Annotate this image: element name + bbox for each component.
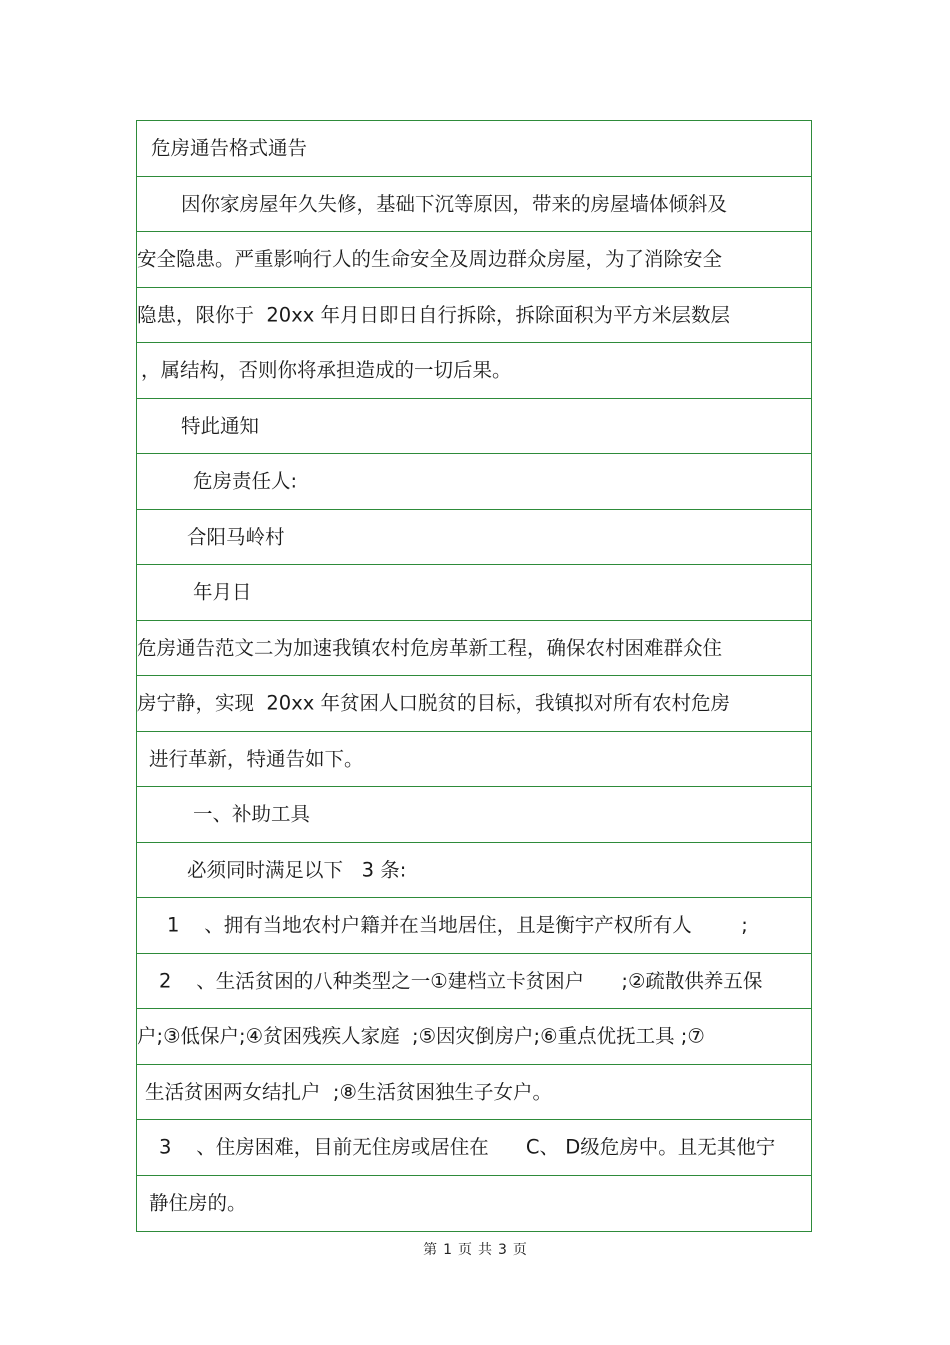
date-line: 年月日: [193, 580, 252, 604]
footer-total-label: 共: [478, 1242, 492, 1258]
table-row: [137, 121, 811, 177]
table-row: [137, 343, 811, 399]
list-item: 3 、住房困难，目前无住房或居住在 C、 D级危房中。且无其他宁: [159, 1135, 776, 1159]
table-row: [137, 1120, 811, 1176]
table-row: [137, 510, 811, 566]
footer-page-label: 页: [458, 1242, 472, 1258]
list-item: 2 、生活贫困的八种类型之一①建档立卡贫困户 ;②疏散供养五保: [159, 969, 763, 992]
table-row: [137, 565, 811, 621]
table-row: [137, 399, 811, 455]
footer-suffix: 页: [512, 1242, 527, 1258]
list-item-continued: 户;③低保户;④贫困残疾人家庭 ;⑤因灾倒房户;⑥重点优抚工具 ;⑦: [137, 1024, 705, 1048]
paragraph-line: 隐患，限你于 20xx 年月日即日自行拆除，拆除面积为平方米层数层: [137, 303, 730, 326]
table-row: [137, 787, 811, 843]
table-row: [137, 1009, 811, 1065]
village-name: 合阳马岭村: [187, 525, 285, 548]
list-item-continued: 生活贫困两女结扎户 ;⑧生活贫困独生子女户。: [145, 1080, 552, 1103]
notice-closing: 特此通知: [181, 414, 260, 437]
paragraph-line: 必须同时满足以下 3 条:: [187, 858, 407, 881]
page-footer: [0, 1239, 950, 1259]
paragraph-line: 进行革新，特通告如下。: [149, 747, 364, 770]
paragraph-line: 房宁静，实现 20xx 年贫困人口脱贫的目标，我镇拟对所有农村危房: [137, 691, 730, 715]
document-table: [136, 120, 812, 1232]
table-row: [137, 954, 811, 1010]
table-row: [137, 621, 811, 677]
paragraph-line: 因你家房屋年久失修，基础下沉等原因，带来的房屋墙体倾斜及: [181, 192, 728, 215]
paragraph-line: 危房通告范文二为加速我镇农村危房革新工程，确保农村困难群众住: [137, 636, 723, 659]
table-row: [137, 1065, 811, 1121]
paragraph-line: 安全隐患。严重影响行人的生命安全及周边群众房屋，为了消除安全: [137, 247, 723, 271]
table-row: [137, 288, 811, 344]
table-row: [137, 1176, 811, 1232]
table-row: [137, 898, 811, 954]
footer-prefix: 第: [423, 1242, 438, 1258]
table-row: [137, 454, 811, 510]
paragraph-line: ，属结构，否则你将承担造成的一切后果。: [141, 358, 512, 382]
table-row: [137, 843, 811, 899]
table-row: [137, 732, 811, 788]
list-item-continued: 静住房的。: [149, 1191, 247, 1215]
list-item: 1 、拥有当地农村户籍并在当地居住，且是衡宇产权所有人 ;: [167, 913, 748, 937]
current-page-number: 1: [443, 1242, 452, 1258]
responsible-person-label: 危房责任人:: [193, 469, 298, 493]
total-pages-number: 3: [498, 1242, 507, 1258]
table-row: [137, 232, 811, 288]
table-row: [137, 676, 811, 732]
document-title: 危房通告格式通告: [151, 136, 308, 160]
table-row: [137, 177, 811, 233]
section-heading: 一、补助工具: [193, 802, 311, 826]
